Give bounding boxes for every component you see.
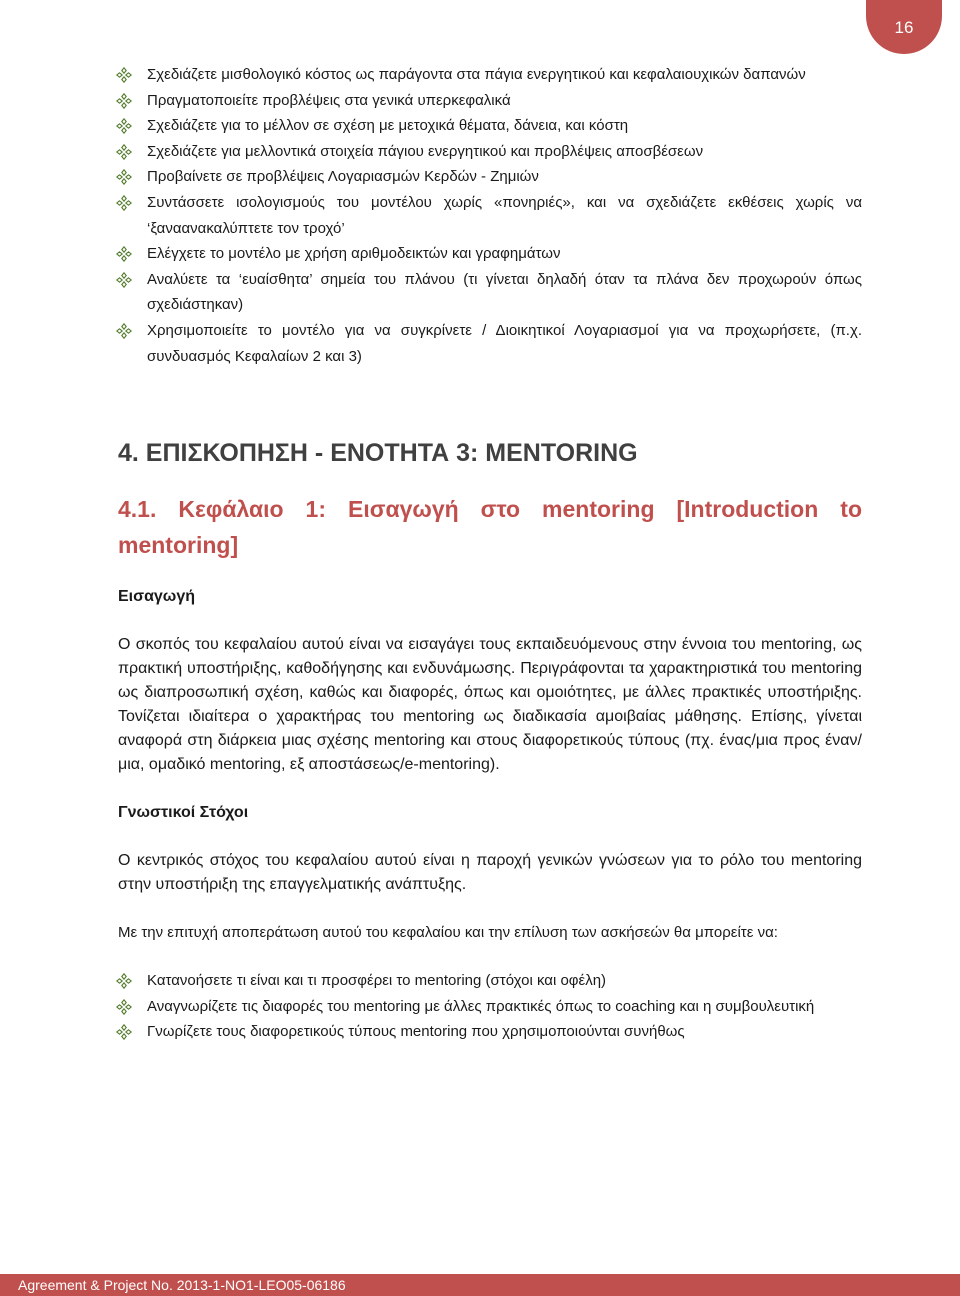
list-item: Σχεδιάζετε για το μέλλον σε σχέση με μετοχικά θέματα, δάνεια, και κόστη [118, 113, 862, 139]
list-item: Γνωρίζετε τους διαφορετικούς τύπους mentoring που χρησιμοποιούνται συνήθως [118, 1019, 862, 1045]
four-diamond-bullet-icon [116, 246, 132, 262]
list-item: Πραγματοποιείτε προβλέψεις στα γενικά υπερκεφαλικά [118, 88, 862, 114]
list-item: Ελέγχετε το μοντέλο με χρήση αριθμοδεικτών και γραφημάτων [118, 241, 862, 267]
four-diamond-bullet-icon [116, 144, 132, 160]
objectives-paragraph: Ο κεντρικός στόχος του κεφαλαίου αυτού είναι η παροχή γενικών γνώσεων για το ρόλο του mentoring στην υποστήριξη της επαγγελματικής ανάπτυξης. [118, 852, 862, 894]
intro-paragraph: Ο σκοπός του κεφαλαίου αυτού είναι να εισαγάγει τους εκπαιδευόμενους στην έννοια του mentoring, ως πρακτική υποστήριξης, καθοδήγησης και ενδυνάμωσης. Περιγράφονται τα χαρακτηριστικά του mentoring ως διαπροσωπική σχέση, καθώς και διαφορές, όπως και ομοιότητες, με άλλες πρακτικές υποστήριξης. Τονίζεται ιδιαίτερα ο χαρακτήρας του mentoring ως διαδικασία αμοιβαίας μάθησης. Επίσης, γίνεται αναφορά στη διάρκεια μιας σχέσης mentoring και στους διαφορετικούς τύπους (πχ. ένας/μια προς έναν/μια, ομαδικό mentoring, εξ αποστάσεως/e-mentoring). [118, 636, 862, 774]
bottom-bullet-list [118, 968, 862, 1045]
list-item: Κατανοήσετε τι είναι και τι προσφέρει το mentoring (στόχοι και οφέλη) [118, 968, 862, 994]
outcomes-intro: Με την επιτυχή αποπεράτωση αυτού του κεφαλαίου και την επίλυση των ασκήσεών θα μπορείτε να: [118, 924, 778, 942]
list-item: Αναγνωρίζετε τις διαφορές του mentoring με άλλες πρακτικές όπως το coaching και η συμβουλευτική [118, 994, 862, 1020]
four-diamond-bullet-icon [116, 118, 132, 134]
list-item: Συντάσσετε ισολογισμούς του μοντέλου χωρίς «πονηριές», και να σχεδιάζετε εκθέσεις χωρίς να ‘ξαναανακαλύπτετε τον τροχό’ [118, 190, 862, 241]
four-diamond-bullet-icon [116, 323, 132, 339]
list-item: Σχεδιάζετε για μελλοντικά στοιχεία πάγιου ενεργητικού και προβλέψεις αποσβέσεων [118, 139, 862, 165]
footer-agreement-number: Agreement & Project No. 2013-1-NO1-LEO05-06186 [18, 1277, 346, 1293]
top-bullet-list [118, 62, 862, 369]
objectives-heading: Γνωστικοί Στόχοι [118, 804, 249, 822]
four-diamond-bullet-icon [116, 973, 132, 989]
four-diamond-bullet-icon [116, 1024, 132, 1040]
list-item: Αναλύετε τα ‘ευαίσθητα’ σημεία του πλάνου (τι γίνεται δηλαδή όταν τα πλάνα δεν προχωρούν όπως σχεδιάστηκαν) [118, 267, 862, 318]
intro-heading: Εισαγωγή [118, 588, 195, 606]
four-diamond-bullet-icon [116, 93, 132, 109]
page-content [118, 62, 862, 1045]
list-item: Χρησιμοποιείτε το μοντέλο για να συγκρίνετε / Διοικητικοί Λογαριασμοί για να προχωρήσετε, (π.χ. συνδυασμός Κεφαλαίων 2 και 3) [118, 318, 862, 369]
list-item: Σχεδιάζετε μισθολογικό κόστος ως παράγοντα στα πάγια ενεργητικού και κεφαλαιουχικών δαπανών [118, 62, 862, 88]
four-diamond-bullet-icon [116, 272, 132, 288]
four-diamond-bullet-icon [116, 67, 132, 83]
four-diamond-bullet-icon [116, 999, 132, 1015]
four-diamond-bullet-icon [116, 195, 132, 211]
page-number: 16 [894, 18, 914, 37]
page-number-tab [866, 0, 942, 54]
list-item: Προβαίνετε σε προβλέψεις Λογαριασμών Κερδών - Ζημιών [118, 164, 862, 190]
section-heading: 4. ΕΠΙΣΚΟΠΗΣΗ - ΕΝΟΤΗΤΑ 3: MENTORING [118, 439, 638, 468]
chapter-heading: 4.1. Κεφάλαιο 1: Εισαγωγή στο mentoring [Introduction to mentoring] [118, 496, 862, 559]
four-diamond-bullet-icon [116, 169, 132, 185]
